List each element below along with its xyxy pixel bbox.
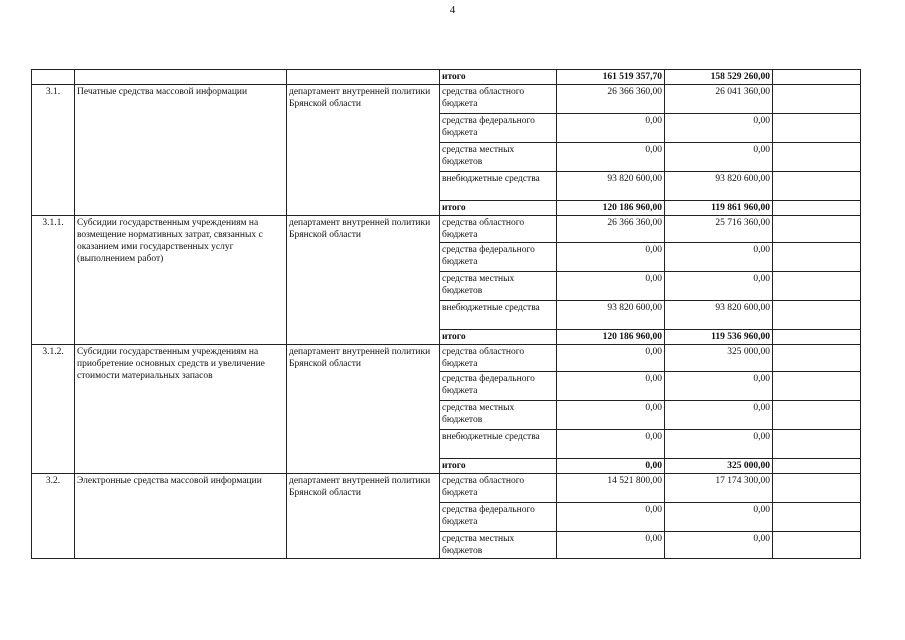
funding-source-cell: средства федерального бюджета bbox=[440, 114, 557, 143]
amount-cell: 158 529 260,00 bbox=[665, 70, 773, 85]
section-number-cell: 3.1. bbox=[32, 85, 75, 216]
amount-cell: 0,00 bbox=[557, 503, 665, 532]
table-row bbox=[32, 474, 861, 503]
funding-source-cell: средства областного бюджета bbox=[440, 474, 557, 503]
amount-cell: 0,00 bbox=[557, 430, 665, 459]
cell-empty bbox=[773, 532, 861, 559]
funding-source-cell: средства федерального бюджета bbox=[440, 243, 557, 272]
amount-cell: 120 186 960,00 bbox=[557, 330, 665, 345]
executor-cell: департамент внутренней политики Брянской области bbox=[287, 345, 440, 474]
cell-empty bbox=[773, 85, 861, 114]
funding-source-cell: средства местных бюджетов bbox=[440, 143, 557, 172]
amount-cell: 0,00 bbox=[665, 430, 773, 459]
cell-empty bbox=[773, 459, 861, 474]
cell-empty bbox=[773, 330, 861, 345]
section-number-cell: 3.1.1. bbox=[32, 216, 75, 345]
amount-cell: 325 000,00 bbox=[665, 345, 773, 372]
amount-cell: 14 521 800,00 bbox=[557, 474, 665, 503]
funding-source-cell: итого bbox=[440, 330, 557, 345]
funding-source-cell: итого bbox=[440, 70, 557, 85]
amount-cell: 0,00 bbox=[665, 114, 773, 143]
section-number-cell: 3.1.2. bbox=[32, 345, 75, 474]
amount-cell: 26 041 360,00 bbox=[665, 85, 773, 114]
cell-empty bbox=[773, 172, 861, 201]
executor-cell: департамент внутренней политики Брянской области bbox=[287, 85, 440, 216]
table-row-top-total bbox=[32, 70, 861, 85]
funding-source-cell: внебюджетные средства bbox=[440, 172, 557, 201]
amount-cell: 0,00 bbox=[665, 243, 773, 272]
amount-cell: 0,00 bbox=[557, 345, 665, 372]
cell-empty bbox=[773, 70, 861, 85]
table-row bbox=[32, 85, 861, 114]
amount-cell: 93 820 600,00 bbox=[557, 172, 665, 201]
amount-cell: 120 186 960,00 bbox=[557, 201, 665, 216]
amount-cell: 0,00 bbox=[665, 372, 773, 401]
amount-cell: 0,00 bbox=[665, 532, 773, 559]
amount-cell: 161 519 357,70 bbox=[557, 70, 665, 85]
cell-empty bbox=[773, 143, 861, 172]
funding-source-cell: средства областного бюджета bbox=[440, 216, 557, 243]
cell-empty bbox=[773, 372, 861, 401]
cell-empty bbox=[773, 430, 861, 459]
cell-empty bbox=[287, 70, 440, 85]
cell-empty bbox=[773, 216, 861, 243]
amount-cell: 0,00 bbox=[557, 272, 665, 301]
amount-cell: 93 820 600,00 bbox=[665, 172, 773, 201]
funding-source-cell: средства областного бюджета bbox=[440, 345, 557, 372]
funding-source-cell: итого bbox=[440, 459, 557, 474]
section-title-cell: Печатные средства массовой информации bbox=[75, 85, 287, 216]
cell-empty bbox=[32, 70, 75, 85]
funding-source-cell: средства федерального бюджета bbox=[440, 503, 557, 532]
funding-source-cell: итого bbox=[440, 201, 557, 216]
executor-cell: департамент внутренней политики Брянской области bbox=[287, 474, 440, 559]
cell-empty bbox=[773, 201, 861, 216]
cell-empty bbox=[773, 114, 861, 143]
amount-cell: 0,00 bbox=[557, 243, 665, 272]
section-number-cell: 3.2. bbox=[32, 474, 75, 559]
executor-cell: департамент внутренней политики Брянской области bbox=[287, 216, 440, 345]
cell-empty bbox=[75, 70, 287, 85]
amount-cell: 93 820 600,00 bbox=[665, 301, 773, 330]
cell-empty bbox=[773, 272, 861, 301]
amount-cell: 0,00 bbox=[557, 459, 665, 474]
amount-cell: 26 366 360,00 bbox=[557, 216, 665, 243]
funding-source-cell: средства федерального бюджета bbox=[440, 372, 557, 401]
amount-cell: 17 174 300,00 bbox=[665, 474, 773, 503]
budget-table bbox=[31, 69, 861, 559]
cell-empty bbox=[773, 345, 861, 372]
amount-cell: 0,00 bbox=[557, 372, 665, 401]
amount-cell: 0,00 bbox=[665, 272, 773, 301]
funding-source-cell: средства местных бюджетов bbox=[440, 532, 557, 559]
page-number: 4 bbox=[449, 4, 456, 16]
funding-source-cell: внебюджетные средства bbox=[440, 430, 557, 459]
cell-empty bbox=[773, 474, 861, 503]
table-row bbox=[32, 345, 861, 372]
section-title-cell: Субсидии государственным учреждениям на возмещение нормативных затрат, связанных с оказанием ими государственных услуг (выполнением работ) bbox=[75, 216, 287, 345]
funding-source-cell: средства местных бюджетов bbox=[440, 272, 557, 301]
section-title-cell: Электронные средства массовой информации bbox=[75, 474, 287, 559]
table-row bbox=[32, 216, 861, 243]
cell-empty bbox=[773, 301, 861, 330]
funding-source-cell: средства областного бюджета bbox=[440, 85, 557, 114]
funding-source-cell: внебюджетные средства bbox=[440, 301, 557, 330]
amount-cell: 0,00 bbox=[557, 401, 665, 430]
amount-cell: 119 861 960,00 bbox=[665, 201, 773, 216]
cell-empty bbox=[773, 503, 861, 532]
amount-cell: 0,00 bbox=[557, 532, 665, 559]
amount-cell: 0,00 bbox=[665, 143, 773, 172]
amount-cell: 119 536 960,00 bbox=[665, 330, 773, 345]
amount-cell: 0,00 bbox=[665, 401, 773, 430]
funding-source-cell: средства местных бюджетов bbox=[440, 401, 557, 430]
cell-empty bbox=[773, 401, 861, 430]
amount-cell: 93 820 600,00 bbox=[557, 301, 665, 330]
cell-empty bbox=[773, 243, 861, 272]
amount-cell: 325 000,00 bbox=[665, 459, 773, 474]
amount-cell: 0,00 bbox=[557, 114, 665, 143]
budget-table-body bbox=[32, 70, 861, 559]
amount-cell: 25 716 360,00 bbox=[665, 216, 773, 243]
amount-cell: 0,00 bbox=[665, 503, 773, 532]
amount-cell: 0,00 bbox=[557, 143, 665, 172]
section-title-cell: Субсидии государственным учреждениям на приобретение основных средств и увеличение стоимости материальных запасов bbox=[75, 345, 287, 474]
amount-cell: 26 366 360,00 bbox=[557, 85, 665, 114]
